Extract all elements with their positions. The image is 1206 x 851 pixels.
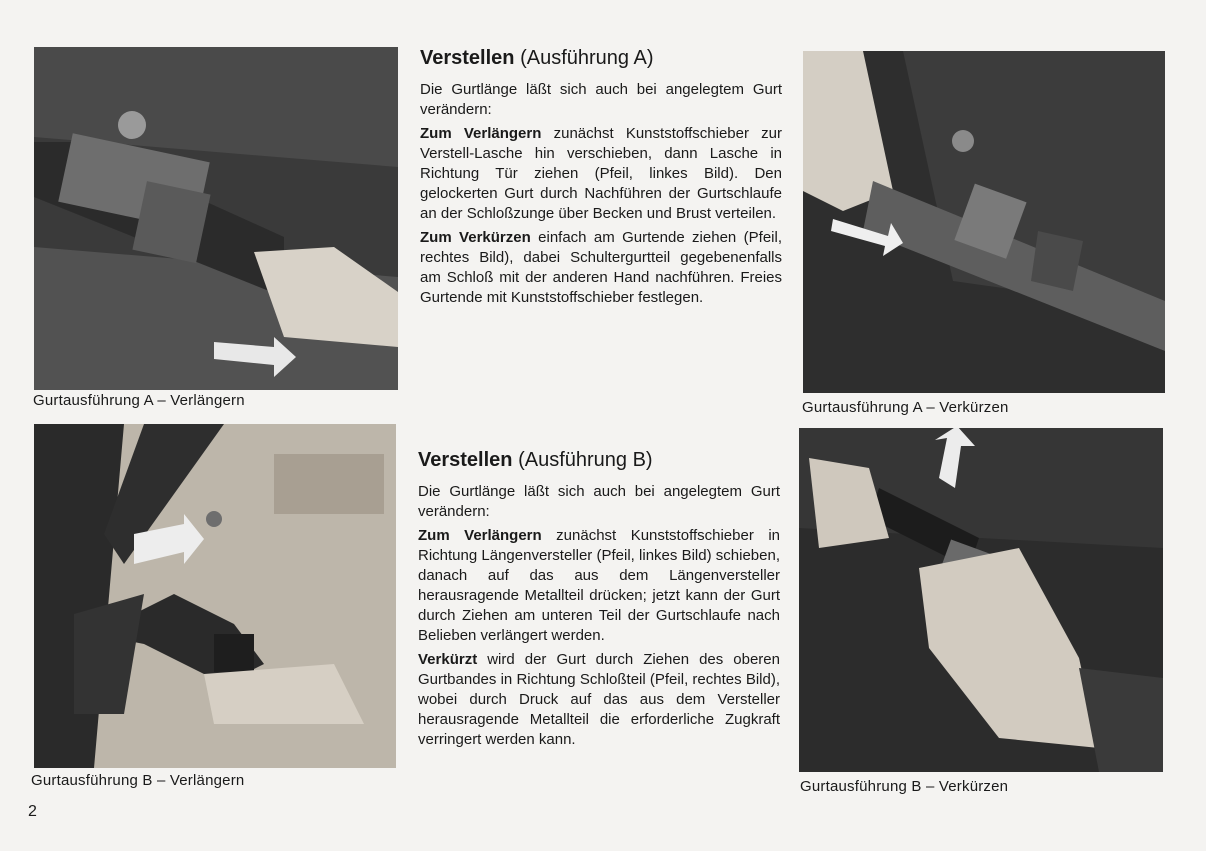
section-b-lengthen-text: Zum Verlängern zunächst Kunststoffschieber in Richtung Längenversteller (Pfeil, linkes Bild) schieben, danach auf das aus dem Längenversteller herausragende Metallteil drücken; jetzt kann der Gurt durch Ziehen am unteren Teil der Gurtschlaufe nach Belieben verlängert werden. [418, 527, 780, 644]
caption-b-shorten: Gurtausführung B – Verkürzen [800, 778, 1009, 795]
section-b-title: Verstellen (Ausführung B) [418, 449, 653, 471]
section-b-shorten-text: Verkürzt wird der Gurt durch Ziehen des oberen Gurtbandes in Richtung Schloßteil (Pfeil, rechtes Bild), wobei durch Druck auf das aus dem Versteller herausragende Metallteil die erforderliche Zugkraft verringert werden kann. [418, 651, 780, 748]
caption-a-lengthen: Gurtausführung A – Verlängern [33, 392, 245, 409]
section-b-intro: Die Gurtlänge läßt sich auch bei angelegtem Gurt verändern: [418, 483, 780, 520]
photo-b-lengthen [34, 424, 396, 768]
caption-b-lengthen: Gurtausführung B – Verlängern [31, 772, 245, 789]
section-a-lengthen-text: Zum Verlängern zunächst Kunststoffschieber zur Verstell-Lasche hin verschieben, dann Lasche in Richtung Tür ziehen (Pfeil, linkes Bild). Den gelockerten Gurt durch Nachführen der Gurtschlaufe an der Schloßzunge über Becken und Brust verteilen. [420, 125, 782, 222]
section-a-intro: Die Gurtlänge läßt sich auch bei angelegtem Gurt verändern: [420, 81, 782, 118]
section-a-title: Verstellen (Ausführung A) [420, 47, 654, 69]
page-number: 2 [28, 803, 37, 820]
section-a [420, 46, 782, 312]
photo-a-lengthen [34, 47, 398, 390]
caption-a-shorten: Gurtausführung A – Verkürzen [802, 399, 1009, 416]
section-a-shorten-text: Zum Verkürzen einfach am Gurtende ziehen (Pfeil, rechtes Bild), dabei Schultergurtteil gegebenenfalls am Schloß mit der anderen Hand nachführen. Freies Gurtende mit Kunststoffschieber festlegen. [420, 229, 782, 306]
photo-b-shorten [799, 428, 1163, 772]
section-b [418, 448, 780, 754]
photo-a-shorten [803, 51, 1165, 393]
